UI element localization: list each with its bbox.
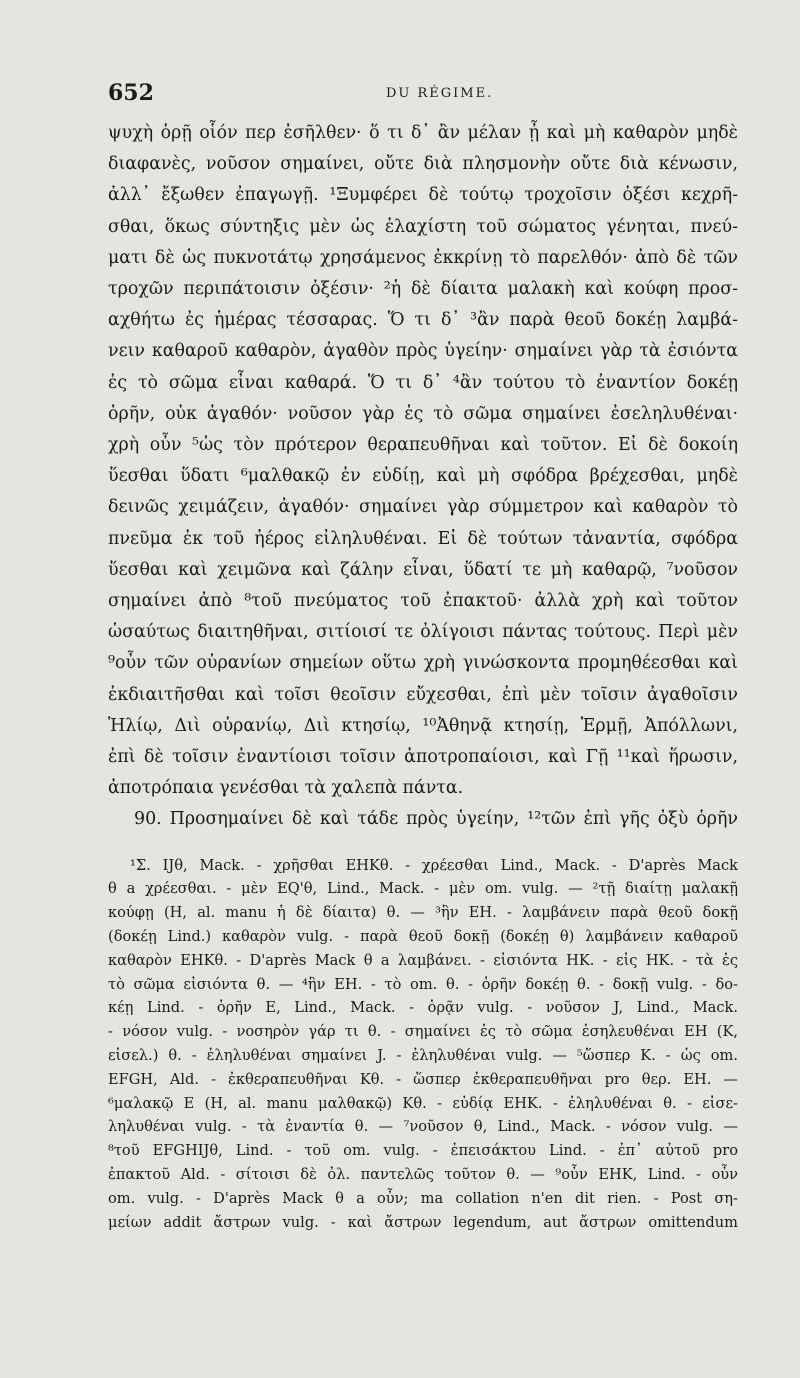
text-line: σθαι, ὅκως σύντηξις μὲν ὡς ἐλαχίστη τοῦ σώματος γένηται, πνεύ- bbox=[108, 216, 738, 237]
text-line: ὕεσθαι ὕδατι ⁶μαλθακῷ ἐν εὐδίῃ, καὶ μὴ σφόδρα βρέχεσθαι, μηδὲ bbox=[108, 466, 738, 487]
text-line: ὕεσθαι καὶ χειμῶνα καὶ ζάλην εἶναι, ὕδατί τε μὴ καθαρῷ, ⁷νοῦσον bbox=[108, 559, 738, 580]
footnote-line: ληλυθέναι vulg. - τὰ ἐναντία θ. — ⁷νοῦσον θ, Lind., Mack. - νόσον vulg. — bbox=[108, 1118, 738, 1136]
text-line: πνεῦμα ἐκ τοῦ ἠέρος εἰληλυθέναι. Εἰ δὲ τούτων τἀναντία, σφόδρα bbox=[108, 528, 738, 549]
text-line: χρὴ οὖν ⁵ὡς τὸν πρότερον θεραπευθῆναι καὶ τοῦτον. Εἰ δὲ δοκοίη bbox=[108, 435, 738, 456]
section-start-line: 90. Προσημαίνει δὲ καὶ τάδε πρὸς ὑγείην, ¹²τῶν ἐπὶ γῆς ὀξὺ ὁρῆν bbox=[134, 809, 738, 830]
page-number: 652 bbox=[108, 80, 154, 106]
footnote-line: EFGH, Ald. - ἐκθεραπευθῆναι Kθ. - ὥσπερ ἐκθεραπευθῆναι pro θερ. EH. — bbox=[108, 1070, 738, 1088]
text-line: τροχῶν περιπάτοισιν ὀξέσιν· ²ἡ δὲ δίαιτα μαλακὴ καὶ κούφη προσ- bbox=[108, 279, 738, 300]
running-title: DU RÉGIME. bbox=[386, 86, 494, 101]
footnote-line: μείων addit ἄστρων vulg. - καὶ ἄστρων legendum, aut ἄστρων omittendum bbox=[108, 1213, 738, 1231]
footnote-line: om. vulg. - D'après Mack θ a οὖν; ma collation n'en dit rien. - Post ση- bbox=[108, 1189, 738, 1207]
main-text bbox=[108, 118, 738, 836]
text-line: ἀλλ᾽ ἔξωθεν ἐπαγωγῇ. ¹Ξυμφέρει δὲ τούτῳ τροχοῖσιν ὀξέσι κεχρῆ- bbox=[108, 185, 738, 206]
footnote-line: (δοκέῃ Lind.) καθαρὸν vulg. - παρὰ θεοῦ δοκῇ (δοκέῃ θ) λαμβάνειν καθαροῦ bbox=[108, 928, 738, 946]
text-line: ⁹οὖν τῶν οὐρανίων σημείων οὕτω χρὴ γινώσκοντα προμηθέεσθαι καὶ bbox=[108, 653, 738, 674]
running-head bbox=[108, 80, 738, 114]
footnote-line: κούφῃ (H, al. manu ἡ δὲ δίαιτα) θ. — ³ἣν EH. - λαμβάνειν παρὰ θεοῦ δοκῇ bbox=[108, 904, 738, 922]
text-line: Ἡλίῳ, Διὶ οὐρανίῳ, Διὶ κτησίῳ, ¹⁰Ἀθηνᾷ κτησίῃ, Ἑρμῇ, Ἀπόλλωνι, bbox=[108, 715, 738, 736]
footnote-line: θ a χρέεσθαι. - μὲν EQ'θ, Lind., Mack. - μὲν om. vulg. — ²τῇ διαίτῃ μαλακῇ bbox=[108, 880, 738, 898]
footnote-line: εἰσελ.) θ. - ἐληλυθέναι σημαίνει J. - ἐληλυθέναι vulg. — ⁵ὥσπερ K. - ὡς om. bbox=[108, 1047, 738, 1065]
footnote-line: καθαρὸν EHKθ. - D'après Mack θ a λαμβάνει. - εἰσιόντα HK. - εἰς HK. - τὰ ἐς bbox=[108, 951, 738, 969]
footnote-line: ⁶μαλακῷ E (H, al. manu μαλθακῷ) Kθ. - εὐδίᾳ EHK. - ἐληλυθέναι θ. - εἰσε- bbox=[108, 1094, 738, 1112]
footnotes bbox=[108, 854, 738, 1235]
text-line: ἐπὶ δὲ τοῖσιν ἐναντίοισι τοῖσιν ἀποτροπαίοισι, καὶ Γῇ ¹¹καὶ ἥρωσιν, bbox=[108, 747, 738, 768]
text-line: ψυχὴ ὁρῇ οἷόν περ ἐσῆλθεν· ὅ τι δ᾽ ἂν μέλαν ᾖ καὶ μὴ καθαρὸν μηδὲ bbox=[108, 123, 738, 143]
footnote-line: - νόσον vulg. - νοσηρὸν γάρ τι θ. - σημαίνει ἐς τὸ σῶμα ἐσηλευθέναι EH (K, bbox=[108, 1023, 738, 1041]
text-line: ὁρῆν, οὐκ ἀγαθόν· νοῦσον γὰρ ἐς τὸ σῶμα σημαίνει ἐσεληλυθέναι· bbox=[108, 403, 738, 424]
text-line: σημαίνει ἀπὸ ⁸τοῦ πνεύματος τοῦ ἐπακτοῦ· ἀλλὰ χρὴ καὶ τοῦτον bbox=[108, 591, 738, 612]
text-line: ὡσαύτως διαιτηθῆναι, σιτίοισί τε ὀλίγοισι πάντας τούτους. Περὶ μὲν bbox=[108, 622, 738, 643]
text-line: ματι δὲ ὡς πυκνοτάτῳ χρησάμενος ἐκκρίνῃ τὸ παρελθόν· ἀπὸ δὲ τῶν bbox=[108, 247, 738, 268]
footnote-line: ἐπακτοῦ Ald. - σίτοισι δὲ ὀλ. παντελῶς τοῦτον θ. — ⁹οὖν EHK, Lind. - οὖν bbox=[108, 1166, 738, 1184]
text-line: νειν καθαροῦ καθαρὸν, ἀγαθὸν πρὸς ὑγείην· σημαίνει γὰρ τὰ ἐσιόντα bbox=[108, 341, 738, 362]
footnote-line: τὸ σῶμα εἰσιόντα θ. — ⁴ἣν EH. - τὸ om. θ. - ὁρῆν δοκέῃ θ. - δοκῇ vulg. - δο- bbox=[108, 975, 738, 993]
text-line: ἐς τὸ σῶμα εἶναι καθαρά. Ὅ τι δ᾽ ⁴ἂν τούτου τὸ ἐναντίον δοκέῃ bbox=[108, 372, 738, 393]
text-line: αχθήτω ἐς ἡμέρας τέσσαρας. Ὅ τι δ᾽ ³ἂν παρὰ θεοῦ δοκέῃ λαμβά- bbox=[108, 310, 738, 331]
text-line: δεινῶς χειμάζειν, ἀγαθόν· σημαίνει γὰρ σύμμετρον καὶ καθαρὸν τὸ bbox=[108, 497, 738, 518]
footnote-line: κέῃ Lind. - ὁρῆν E, Lind., Mack. - ὁρᾷν vulg. - νοῦσον J, Lind., Mack. bbox=[108, 999, 738, 1017]
footnote-line: ¹Σ. IJθ, Mack. - χρῆσθαι EHKθ. - χρέεσθαι Lind., Mack. - D'après Mack bbox=[130, 856, 738, 874]
footnote-line: ⁸τοῦ EFGHIJθ, Lind. - τοῦ om. vulg. - ἐπεισάκτου Lind. - ἐπ᾽ αὐτοῦ pro bbox=[108, 1142, 738, 1160]
text-line: ἀποτρόπαια γενέσθαι τὰ χαλεπὰ πάντα. bbox=[108, 778, 464, 799]
text-line: ἐκδιαιτῆσθαι καὶ τοῖσι θεοῖσιν εὔχεσθαι, ἐπὶ μὲν τοῖσιν ἀγαθοῖσιν bbox=[108, 684, 738, 705]
text-line: διαφανὲς, νοῦσον σημαίνει, οὔτε διὰ πλησμονὴν οὔτε διὰ κένωσιν, bbox=[108, 154, 738, 175]
